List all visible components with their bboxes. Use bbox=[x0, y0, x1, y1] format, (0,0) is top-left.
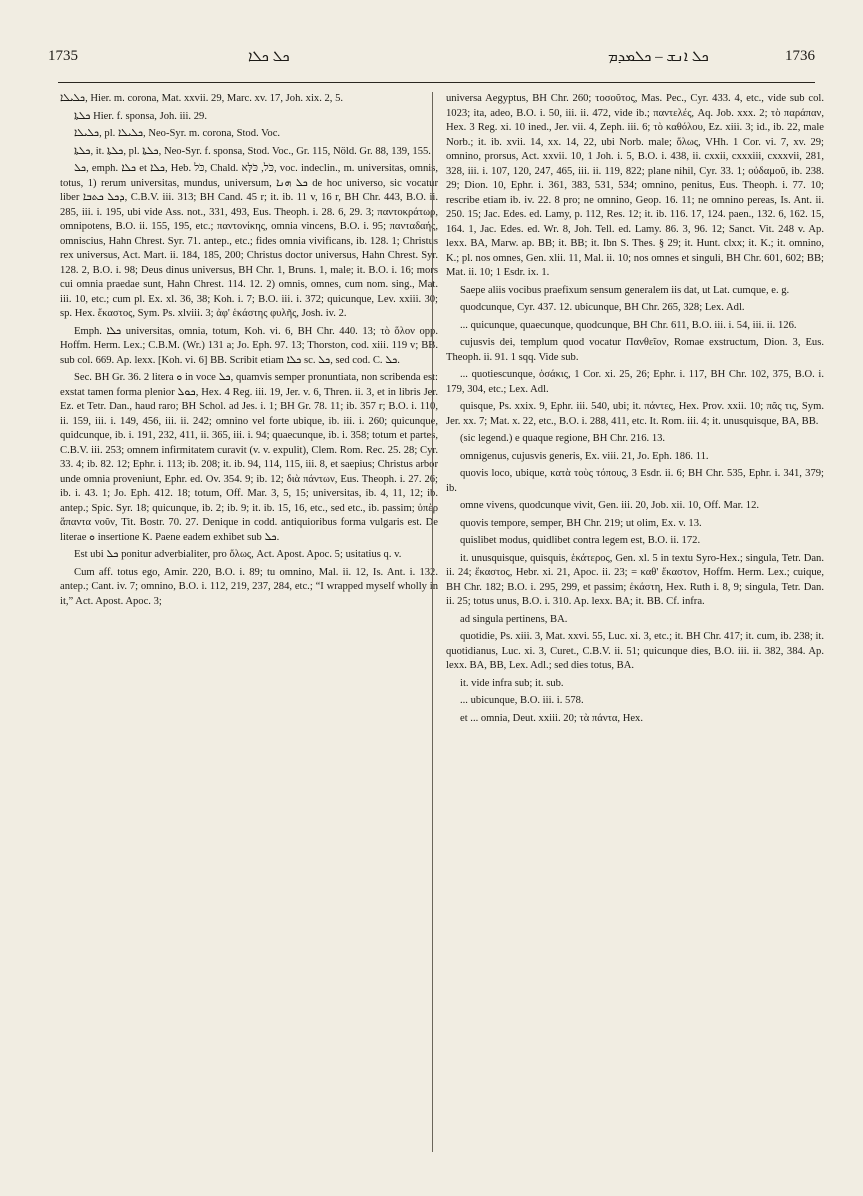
entry-paragraph: ܟܠܝܠܐ, pl. ܟܠܝܠܐ, Neo-Syr. m. corona, Stod. Voc. bbox=[74, 128, 281, 139]
entry-paragraph: Emph. ܟܠܐ universitas, omnia, totum, Koh. vi. 6, BH Chr. 440. 13; τὸ ὅλον opp. Hoffm. Herm. Lex.; C.B.M. (Wr.) 131 a; Jo. Eph. 97. 13; Thorston, cod. xiii. 119 v; BB. sub col. 669. Ap. lexx. [Koh. vi. 6] BB. Scribit etiam ܟܠܐ sc. ܟܠ, sed cod. C. ܟܠ. bbox=[60, 325, 438, 366]
entry-paragraph: it. vide infra sub; it. sub. bbox=[460, 677, 564, 689]
entry-paragraph: quovis loco, ubique, κατὰ τοὺς τόπους, 3 Esdr. ii. 6; BH Chr. 535, Ephr. i. 341, 379; ib. bbox=[446, 468, 824, 494]
entry-paragraph: quisque, Ps. xxix. 9, Ephr. iii. 540, ubi; it. πάντες, Hex. Prov. xxii. 10; πᾶς τις, Sym. Jer. xx. 7; Mat. x. 22, etc., B.O. i. 288, 411, etc. It. Rom. iii. 4; it. unusquisque, BA, BB. bbox=[446, 401, 824, 427]
entry-paragraph: omne vivens, quodcunque vivit, Gen. iii. 20, Job. xii. 10, Off. Mar. 12. bbox=[460, 500, 760, 511]
entry-paragraph: quotidie, Ps. xiii. 3, Mat. xxvi. 55, Luc. xi. 3, etc.; it. BH Chr. 417; it. cum, ib. 238; it. quotidianus, Luc. xi. 3, Curet., C.B.V. ii. 51; quicunque dies, B.O. iii. ii. 382, 384. Ap. lexx. BA, BB, Lex. Adl.; sed dies totus, BA. bbox=[446, 631, 824, 671]
column-divider bbox=[432, 92, 433, 1152]
entry-paragraph: quovis tempore, semper, BH Chr. 219; ut olim, Ex. v. 13. bbox=[460, 517, 702, 529]
entry-paragraph: et ... omnia, Deut. xxiii. 20; τὰ πάντα, Hex. bbox=[460, 712, 644, 724]
entry-paragraph: Saepe aliis vocibus praefixum sensum generalem iis dat, ut Lat. cumque, e. g. bbox=[460, 284, 790, 296]
entry-paragraph: ܟܠܝܠܐ, Hier. m. corona, Mat. xxvii. 29, Marc. xv. 17, Joh. xix. 2, 5. bbox=[60, 93, 344, 104]
right-column bbox=[446, 92, 824, 1152]
entry-paragraph: ... quicunque, quaecunque, quodcunque, BH Chr. 611, B.O. iii. i. 54, iii. ii. 126. bbox=[460, 319, 797, 331]
entry-paragraph: cujusvis dei, templum quod vocatur Πανθεῖον, Romae exstructum, Dion. 3, Eus. Theoph. ii. 91. 1 sqq. Vide sub. bbox=[446, 337, 824, 363]
entry-paragraph: Sec. BH Gr. 36. 2 litera ܘ in voce ܟܠ, quamvis semper pronuntiata, non scribenda est: exstat tamen forma plenior ܟܘܠ, Hex. 4 Reg. iii. 19, Jer. v. 6, Thren. ii. 3, et in libris Jer. Ez. et Tetr. Dan., haud raro; BH Schol. ad Jes. i. 1; BH Gr. 78. 11; ib. 357 r; B.O. i. 110, ii. 159, iii. i. 149, 456, iii. ii. 242; omnino vel forte ubique, ib. iii. i. 260; quicunque, quidcunque, ib. i. 191, 232, 411, ii. 365, iii. i. 94; quaecunque, ib. i. 358; totum et partes, C.B.V. iii. 253; omnem infirmitatem curavit (v. v. expulit), Clem. Rom. Rec. 25. 28; Cyr. 33. 4; ib. 82. 12; Ephr. i. 113; ib. 208; it. ib. 94, 114, 115, iii. 8, et saepius; Christus arbor unde omnia proveniunt, Ephr. ed. Ov. 354. 9; ib. 12; διὰ πάντων, Eus. Theoph. i. 27. 26; ib. i. 43. 1; Jo. Eph. 412. 18; totum, Off. Mar. 3, 5, 15; universitas, ib. 4, 11, 12; ib. antep.; Spic. Syr. 18; quicunque, ib. 2; ib. 9; it. ib. 15, 16, etc., sed etc., ib. passim; ὑπὲρ ἅπαντα νοῦν, Tit. Bostr. 70. 27. Denique in codd. antiquioribus forma vulgaris est. De literae ܘ insertione K. Paene eadem exhibet sub ܟܠ. bbox=[60, 372, 438, 543]
entry-paragraph: it. unusquisque, quisquis, ἑκάτερος, Gen. xl. 5 in textu Syro-Hex.; singula, Tetr. Dan. ii. 24; ἕκαστος, Hebr. xi. 21, Apoc. ii. 23; = καθ' ἕκαστον, Hoffm. Herm. Lex.; cuique, BH Chr. 182; B.O. i. 295, 299, et passim; ἑκάστη, Hex. Ruth i. 8, 9; singula, Tetr. Dan. ii. 25; totus unus, B.O. i. 310. Ap. lexx. BA; it. BB. Cf. infra. bbox=[446, 552, 824, 607]
entry-paragraph: (sic legend.) e quaque regione, BH Chr. 216. 13. bbox=[460, 433, 666, 444]
page-number-left: 1735 bbox=[48, 48, 78, 64]
entry-paragraph: ... ubicunque, B.O. iii. i. 578. bbox=[460, 695, 584, 706]
page-number-right: 1736 bbox=[785, 48, 815, 64]
page-header bbox=[48, 48, 815, 70]
entry-paragraph: Cum aff. totus ego, Amir. 220, B.O. i. 89; tu omnino, Mal. ii. 12, Is. Ant. i. 132. antep.; Cant. iv. 7; omnino, B.O. i. 112, 219, 237, 284, etc.; “I wrapped myself wholly in it,” Act. Apost. Apoc. 3; bbox=[60, 566, 438, 607]
entry-paragraph: ܟܠ, emph. ܟܠܐ et ܟܠܐ, Heb. כֹּל, Chald. כֹּל, כֹּלָּא, voc. indeclin., m. universitas, omnis, totus, 1) rerum universitas, mundus, universum, ܟܠ ܗܢܐ de hoc universo, sic vocatur liber ܕܟܠ ܟܬܒܐ, C.B.V. iii. 313; BH Cand. 45 r; it. ib. 11 v, 16 r, BH Chr. 443, B.O. ii. 285, iii. i. 195, ubi vide Ass. not., 331, 493, Eus. Theoph. i. 28. 6, 29. 3; παντοκράτωρ, omnipotens, B.O. ii. 155, 195, etc.; παντονίκης, omnia vincens, B.O. i. 95; πανταδαής, omniscius, Hahn Chrest. Syr. 71. antep., etc.; fides omnia vivificans, ib. 128. 1; Christus rex universus, Act. Mart. ii. 184, 185, 200; Christus doctor universus, Hahn Chrest. Syr. 128. 2, B.O. i. 98; Deus dinus universus, BH Chr. 1, Bruns. 1, male; it. B.O. i. 16; mors cui omnia praedae sunt, Hahn Chrest. 114. 12. 2) omnis, omnes, cum nom. sing., Mat. iii. 10, etc.; cum pl. Ex. xl. 36, 38; Koh. i. 7; B.O. iii. i. 372; quicunque, Lev. xxiii. 30; sp. Hex. ἕκαστος, Sym. Ps. xlviii. 3; ἀφ' ἑκάστης φυλῆς, Josh. iv. 2. bbox=[60, 163, 438, 319]
entry-paragraph: ... quotiescunque, ὁσάκις, 1 Cor. xi. 25, 26; Ephr. i. 117, BH Chr. 102, 375, B.O. i. 179, 304, etc.; Lex. Adl. bbox=[446, 369, 824, 395]
running-head-left: ܟܠ ܟܠܐ bbox=[248, 49, 290, 65]
entry-paragraph: Est ubi ܟܠ ponitur adverbialiter, pro ὅλως, Act. Apost. Apoc. 5; usitatius q. v. bbox=[74, 549, 402, 560]
entry-paragraph: quislibet modus, quidlibet contra legem est, B.O. ii. 172. bbox=[460, 535, 701, 546]
entry-paragraph: ܟܠܬܐ Hier. f. sponsa, Joh. iii. 29. bbox=[74, 110, 207, 122]
header-rule bbox=[58, 82, 815, 83]
entry-paragraph: ܟܠܬܐ, it. ܟܠܬܐ, pl. ܟܠܬܐ, Neo-Syr. f. sponsa, Stod. Voc., Gr. 115, Nöld. Gr. 88, 139, 155. bbox=[74, 145, 431, 157]
entry-paragraph: ad singula pertinens, BA. bbox=[460, 613, 568, 625]
entry-paragraph: universa Aegyptus, BH Chr. 260; τοσοῦτος, Mas. Pec., Cyr. 433. 4, etc., vide sub col. 1023; ita, adeo, B.O. i. 50, iii. ii. 472, vide ib.; παντελές, Aq. Job. xxx. 2; τὸ παράπαν, Hex. 3 Reg. xi. 10 ined., Jer. vii. 4, Zeph. iii. 6; τὸ καθόλου, Ez. xiii. 3; id., ib. 22, male Norb.; it. ib. xvii. 14, xx. 14, 22, ubi Norb. male; ὅλως, VHh. 1 Cor. vi. 7, xv. 29; omnino, prorsus, Act. xxvii. 10, 1 Joh. i. 5, B.O. i. 438, ii. cxxii, cxxxiii, cxxxvii, 281, 328, iii. i. 107, 120, 247, 465, iii. ii. 119, 822; plane nihil, Cyr. 33. 1; οὐδαμοῦ, ib. 238. 29; Dion. 10, Ephr. i. 361, 383, 531, 534; omnino, penitus, Eus. Theoph. i. 77. 10; rescribe etiam ib. iv. 22. 8 pro; ne omnino, Geop. 16. 11; ne omnino pereas, Is. Ant. ii. 250. 15; Jac. Edes. ed. Lamy, p. 112, Res. 12; it. ib. 116. 17, 124. paen., 132. 6, 162. 15, 164. 1, Jac. Edes. ed. Wr. 8, Joh. Tell. ed. Lamy. 86. 3, 96. 12; Sanct. Vit. 248 v. Ap. lexx. BA, Marw. ap. BB; it. BB; it. Ibn S. Thes. § 29; it. Hunt. clxx; it. K.; it. omnino, K.; pl. nos omnes, Gen. xlii. 11, Mal. ii. 10; nos omnes et singuli, BH Chr. 601, 602; BB; Mat. ii. 10; 1 Esdr. ix. 1. bbox=[446, 93, 824, 278]
left-column bbox=[60, 92, 438, 1152]
entry-paragraph: omnigenus, cujusvis generis, Ex. viii. 21, Jo. Eph. 186. 11. bbox=[460, 450, 709, 462]
entry-paragraph: quodcunque, Cyr. 437. 12. ubicunque, BH Chr. 265, 328; Lex. Adl. bbox=[460, 302, 745, 313]
running-head-right: ܟܠ ܐܢܫ – ܟܠܡܕܡ bbox=[608, 49, 709, 65]
